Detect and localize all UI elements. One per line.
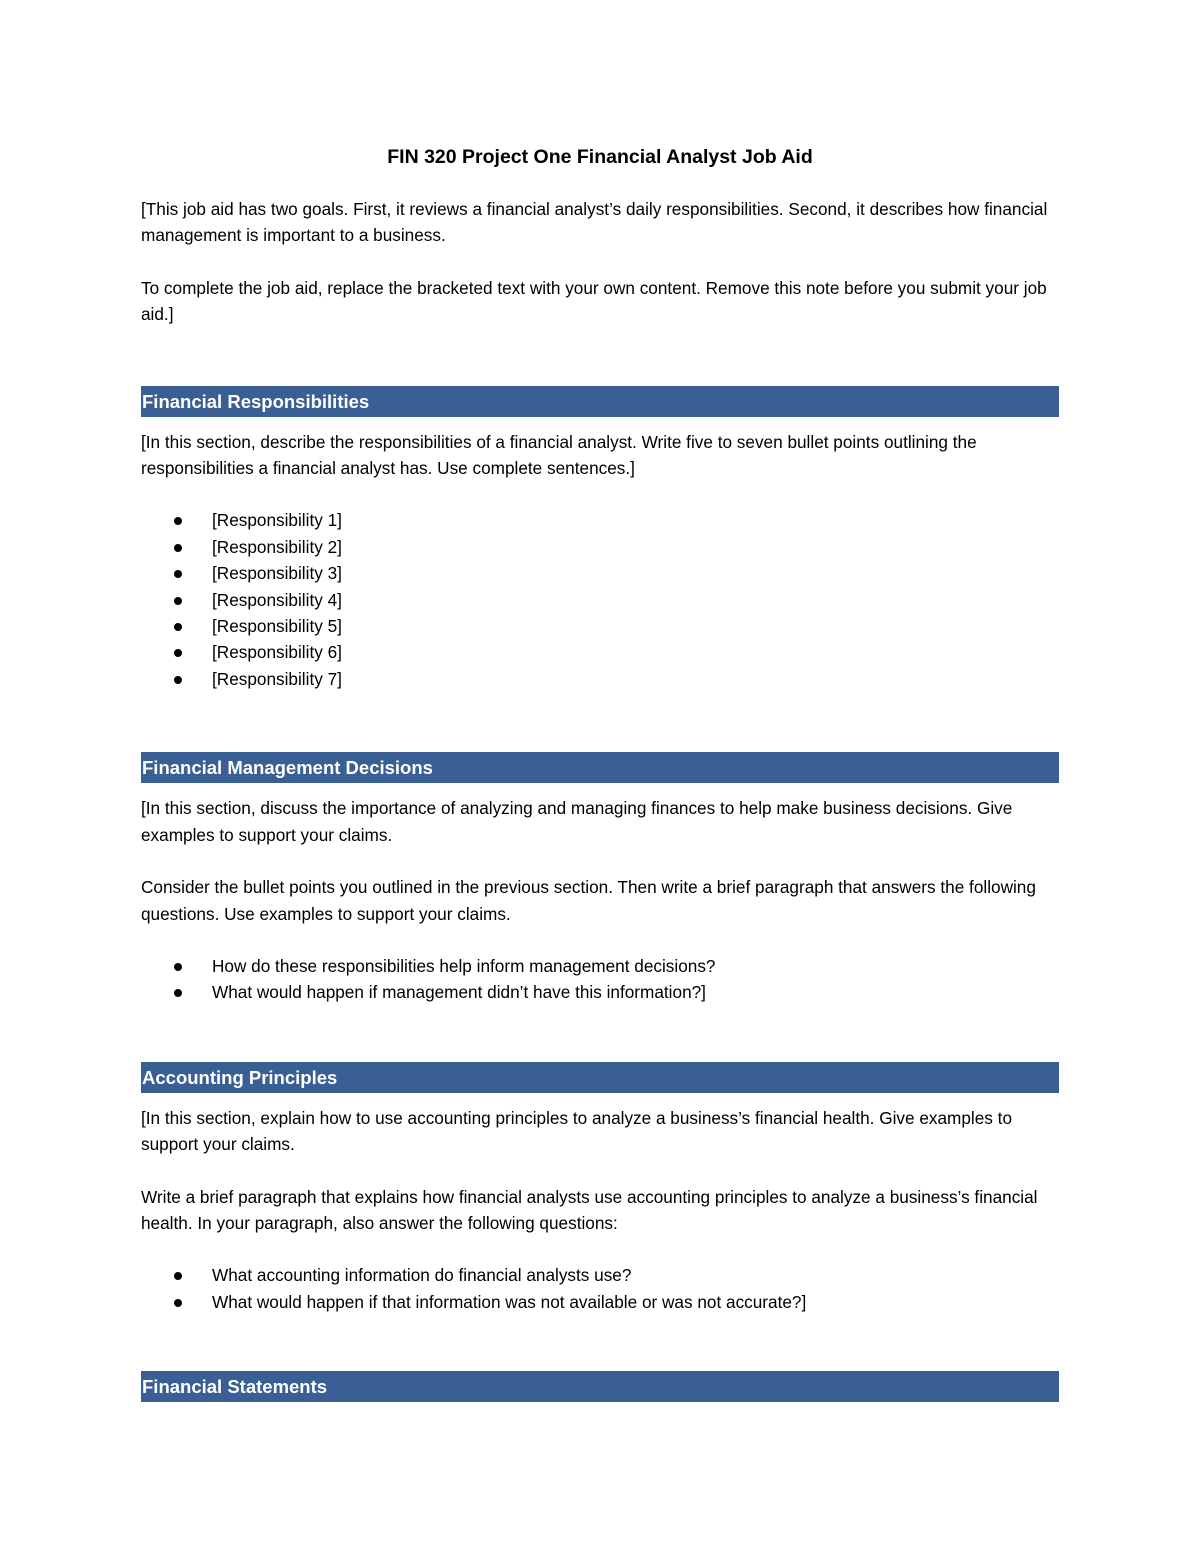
list-item: [Responsibility 3] bbox=[141, 560, 1059, 586]
bullet-icon bbox=[174, 1299, 182, 1307]
document-body bbox=[141, 142, 1059, 1414]
spacer bbox=[141, 718, 1059, 752]
intro-paragraph-1: [This job aid has two goals. First, it reviews a financial analyst’s daily responsibilities. Second, it describes how financial management is important to a business. bbox=[141, 199, 1048, 246]
responsibilities-list bbox=[141, 507, 1059, 692]
spacer bbox=[141, 1032, 1059, 1062]
section-2-paragraph-1: [In this section, discuss the importance of analyzing and managing finances to help make business decisions. Give examples to support your claims. bbox=[141, 798, 1013, 845]
bullet-icon bbox=[174, 1272, 182, 1280]
bullet-icon bbox=[174, 623, 182, 631]
bullet-icon bbox=[174, 570, 182, 578]
list-item: [Responsibility 5] bbox=[141, 613, 1059, 639]
section-2-paragraph-2: Consider the bullet points you outlined in the previous section. Then write a brief paragraph that answers the following questions. Use examples to support your claims. bbox=[141, 877, 1036, 924]
bullet-icon bbox=[174, 676, 182, 684]
section-3-paragraph-1: [In this section, explain how to use accounting principles to analyze a business’s financial health. Give examples to support your claims. bbox=[141, 1107, 1013, 1155]
spacer bbox=[141, 354, 1059, 386]
bullet-icon bbox=[174, 963, 182, 971]
section-heading-financial-statements: Financial Statements bbox=[141, 1371, 1059, 1402]
section-heading-financial-responsibilities: Financial Responsibilities bbox=[141, 386, 1059, 417]
section-3-paragraph-2: Write a brief paragraph that explains how financial analysts use accounting principles to analyze a business’s financial health. In your paragraph, also answer the following questions: bbox=[141, 1186, 1038, 1233]
list-item: How do these responsibilities help inform management decisions? bbox=[141, 953, 1059, 979]
intro-paragraph-2: To complete the job aid, replace the bracketed text with your own content. Remove this note before you submit your job aid.] bbox=[141, 277, 1047, 325]
section-heading-accounting-principles: Accounting Principles bbox=[141, 1062, 1059, 1093]
list-item: What would happen if management didn’t have this information?] bbox=[141, 979, 1059, 1005]
spacer bbox=[141, 1341, 1059, 1371]
bullet-icon bbox=[174, 544, 182, 552]
list-item: What accounting information do financial analysts use? bbox=[141, 1262, 1059, 1288]
section-heading-financial-management-decisions: Financial Management Decisions bbox=[141, 752, 1059, 783]
management-questions-list bbox=[141, 953, 1059, 1006]
list-item: [Responsibility 2] bbox=[141, 534, 1059, 560]
bullet-icon bbox=[174, 649, 182, 657]
document-title: FIN 320 Project One Financial Analyst Job Aid bbox=[387, 146, 813, 168]
bullet-icon bbox=[174, 989, 182, 997]
list-item: What would happen if that information was not available or was not accurate?] bbox=[141, 1289, 1059, 1315]
section-1-paragraph: [In this section, describe the responsibilities of a financial analyst. Write five to seven bullet points outlining the responsibilities a financial analyst has. Use complete sentences.] bbox=[141, 431, 977, 479]
bullet-icon bbox=[174, 597, 182, 605]
list-item: [Responsibility 6] bbox=[141, 639, 1059, 665]
list-item: [Responsibility 1] bbox=[141, 507, 1059, 533]
list-item: [Responsibility 7] bbox=[141, 666, 1059, 692]
list-item: [Responsibility 4] bbox=[141, 587, 1059, 613]
bullet-icon bbox=[174, 517, 182, 525]
accounting-questions-list bbox=[141, 1262, 1059, 1315]
